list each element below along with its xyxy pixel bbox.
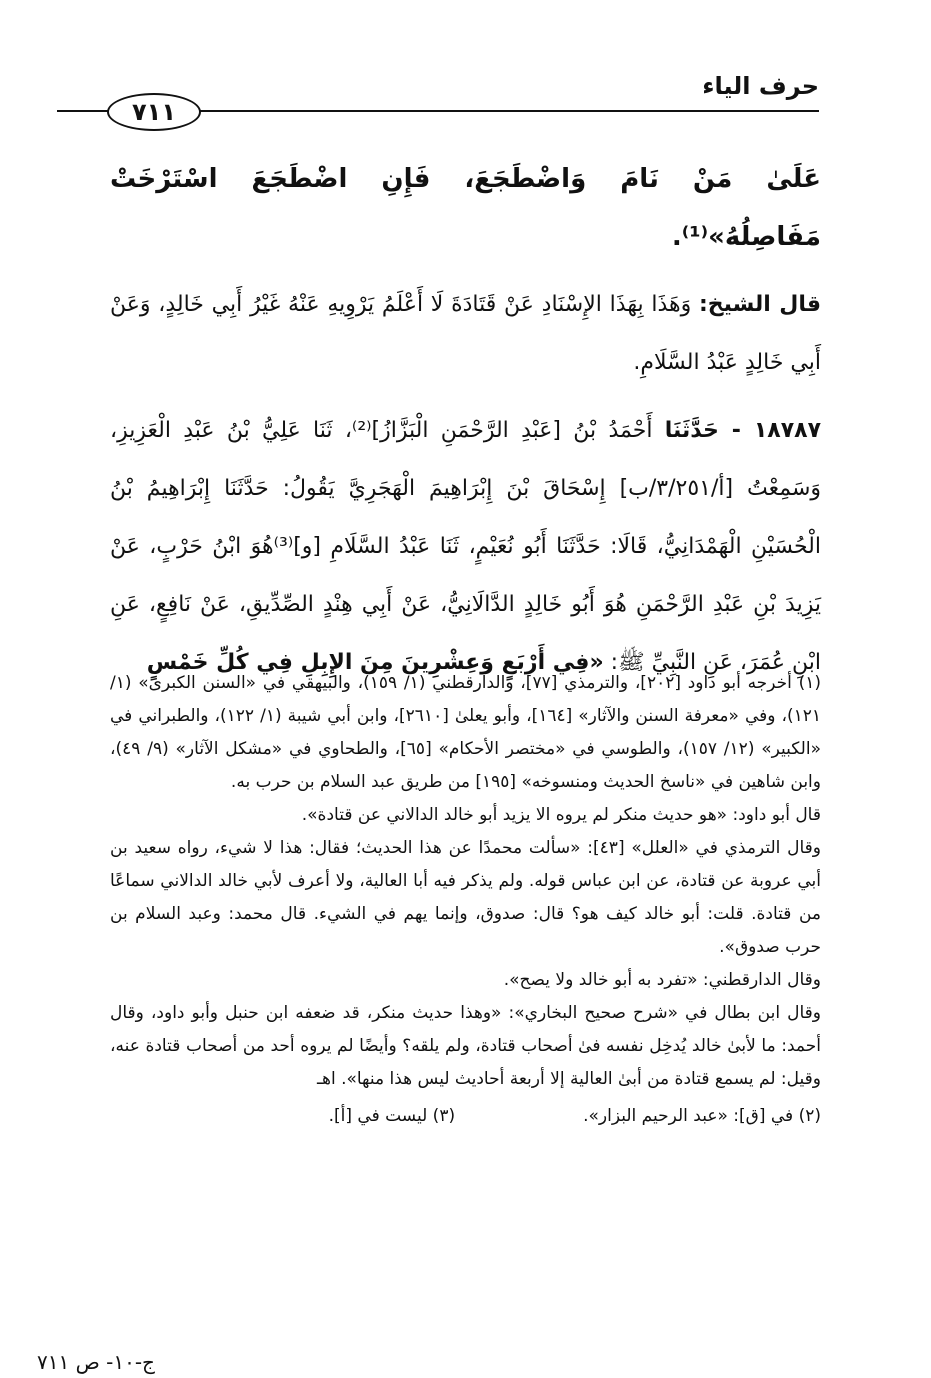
- footnote-1: (١) أخرجه أبو داود [٢٠٢]، والترمذي [٧٧]، والدارقطني (١/ ١٥٩)، والبيهقي في «السنن الكبرى» (١/ ١٢١)، وفي «معرفة السنن والآثار» [١٦٤]، وأبو يعلىٰ [٢٦١٠]، وابن أبي شيبة (١/ ١٢٢)، والطبراني في «الكبير» (١٢/ ١٥٧)، والطوسي في «مختصر الأحكام» [٦٥]، والطحاوي في «مشكل الآثار» (٩/ ٤٩)، وابن شاهين في «ناسخ الحديث ومنسوخه» [١٩٥] من طريق عبد السلام بن حرب به.: [110, 673, 822, 792]
- footnote-2: (٢) في [ق]: «عبد الرحيم البزار».: [583, 1106, 821, 1126]
- shaykh-text: وَهَذَا بِهَذَا الإِسْنَادِ عَنْ قَتَادَةَ لَا أَعْلَمُ يَرْوِيهِ عَنْهُ غَيْرُ أَبِي خَالِدٍ، وَعَنْ أَبِي خَالِدٍ عَبْدُ السَّلَامِ.: [110, 292, 821, 375]
- hadith-matn: «فِي أَرْبَعٍ وَعِشْرِينَ مِنَ الإِبِلِ فِي كُلِّ خَمْسٍ: [146, 650, 604, 675]
- shaykh-label: قال الشيخ:: [698, 292, 821, 317]
- footnotes-2-3: [110, 1100, 821, 1133]
- page-number-badge: ٧١١: [107, 93, 201, 131]
- shaykh-comment: [110, 276, 821, 392]
- hadith-ending-line: عَلَىٰ مَنْ نَامَ وَاضْطَجَعَ، فَإِنِ اضْطَجَعَ اسْتَرْخَتْ مَفَاصِلُهُ»⁽¹⁾.: [110, 164, 821, 252]
- main-text: [110, 150, 821, 692]
- footnote-tirmidhi: وقال الترمذي في «العلل» [٤٣]: «سألت محمدًا عن هذا الحديث؛ فقال: هذا لا شيء، رواه سعيد بن أبي عروبة عن قتادة، عن ابن عباس قوله. ولم يذكر فيه أبا العالية، ولا أعرف لأبي خالد الدالاني سماعًا من قتادة. قلت: أبو خالد كيف هو؟ قال: صدوق، وإنما يهم في الشيء. قال محمد: وعبد السلام بن حرب صدوق».: [110, 838, 821, 957]
- footnote-daraqutni: وقال الدارقطني: «تفرد به أبو خالد ولا يصح».: [503, 970, 821, 990]
- volume-page-signature: ج-١٠- ص ٧١١: [37, 1350, 155, 1374]
- hadith-isnad: أَحْمَدُ بْنُ [عَبْدِ الرَّحْمَنِ الْبَزَّازُ]⁽²⁾، ثَنَا عَلِيُّ بْنُ عَبْدِ الْعَزِيزِ، وَسَمِعْتُ [أ/٣/٢٥١/ب] إِسْحَاقَ بْنَ إِبْرَاهِيمَ الْهَجَرِيَّ يَقُولُ: حَدَّثَنَا إِبْرَاهِيمُ بْنُ الْحُسَيْنِ الْهَمْدَانِيُّ، قَالَا: حَدَّثَنَا أَبُو نُعَيْمٍ، ثَنَا عَبْدُ السَّلَامِ [و]⁽³⁾هُوَ ابْنُ حَرْبٍ، عَنْ يَزِيدَ بْنِ عَبْدِ الرَّحْمَنِ هُوَ أَبُو خَالِدٍ الدَّالَانِيُّ، عَنْ أَبِي هِنْدٍ الصِّدِّيقِ، عَنْ نَافِعٍ، عَنِ ابْنِ عُمَرَ، عَنِ النَّبِيِّ ﷺ:: [110, 418, 821, 675]
- footnote-ibn-battal: وقال ابن بطال في «شرح صحيح البخاري»: «وهذا حديث منكر، قد ضعفه ابن حنبل وأبو داود، وقال أحمد: ما لأبىٰ خالد يُدخِل نفسه فىٰ أصحاب قتادة، ولم يلقه؟ وأيضًا لم يروه أحد من أصحاب قتادة عنه، وقيل: لم يسمع قتادة من أبىٰ العالية إلا أربعة أحاديث ليس هذا منها». اهـ: [110, 1003, 821, 1089]
- hadith-paragraph: [110, 402, 821, 692]
- hadith-number: ١٨٧٨٧ - حَدَّثَنَا: [664, 418, 822, 443]
- footnotes: [110, 667, 821, 1133]
- footnote-3: (٣) ليست في [أ].: [328, 1106, 456, 1126]
- footnote-abu-dawud: قال أبو داود: «هو حديث منكر لم يروه الا يزيد أبو خالد الدالاني عن قتادة».: [301, 805, 821, 825]
- running-header-title: حرف الياء: [702, 72, 819, 100]
